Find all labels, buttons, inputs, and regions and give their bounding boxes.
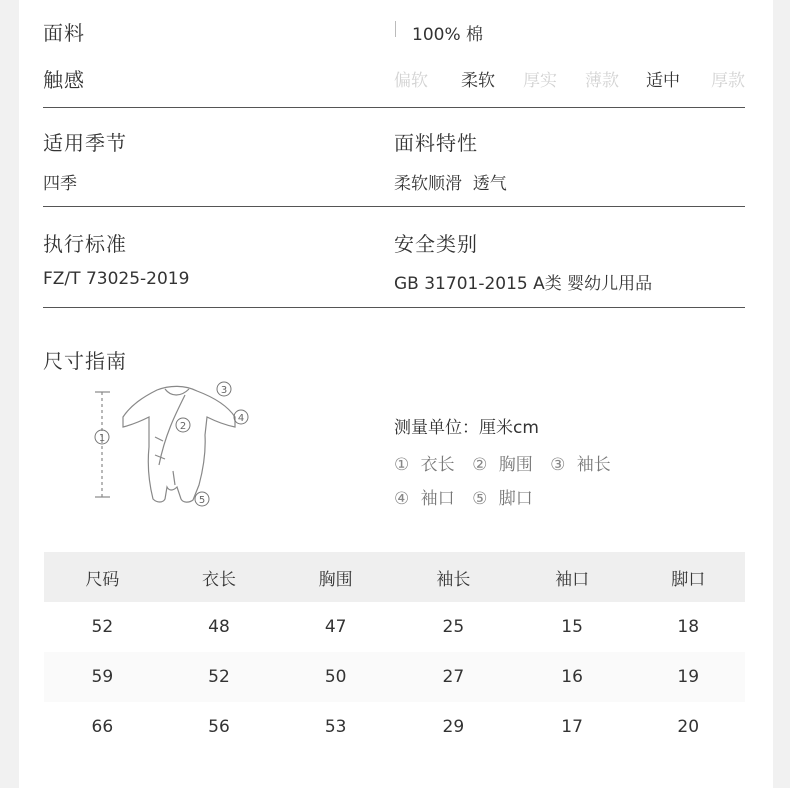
table-cell: 53 (324, 717, 347, 737)
season-value: 四季 (43, 174, 77, 194)
table-cell: 66 (91, 717, 114, 737)
table-cell: 17 (561, 717, 583, 737)
table-cell: 25 (442, 617, 465, 637)
size-guide-title: 尺寸指南 (43, 349, 127, 373)
legend-num: ③ (550, 455, 566, 475)
divider (43, 307, 745, 308)
legend-num: ② (472, 455, 488, 475)
header-size: 尺码 (44, 552, 161, 602)
legend-label: 袖长 (576, 455, 611, 475)
table-cell: 27 (394, 652, 513, 702)
marker-5: 5 (198, 495, 206, 506)
table-cell: 20 (677, 717, 700, 737)
table-row (44, 652, 745, 702)
legend-row-1 (394, 450, 611, 475)
size-table (44, 552, 745, 752)
touch-option: 偏软 (394, 71, 428, 91)
table-cell: 15 (561, 617, 583, 637)
table-header-row (44, 552, 745, 602)
standard-label: 执行标准 (43, 232, 127, 256)
header-leg-opening: 脚口 (632, 552, 746, 602)
material-label: 面料 (43, 21, 85, 45)
marker-4: 4 (237, 413, 245, 424)
legend-num: ⑤ (472, 489, 488, 509)
marker-1: 1 (98, 433, 106, 444)
table-cell: 48 (208, 617, 230, 637)
touch-option: 厚实 (523, 71, 557, 91)
table-cell: 29 (442, 717, 465, 737)
table-cell: 56 (208, 717, 230, 737)
season-label: 适用季节 (43, 131, 127, 155)
table-cell: 52 (91, 617, 114, 637)
touch-option: 薄款 (585, 71, 619, 91)
legend-num: ④ (394, 489, 410, 509)
marker-3: 3 (220, 385, 228, 396)
separator-bar (395, 21, 396, 37)
table-row (44, 602, 745, 652)
touch-option: 适中 (646, 71, 680, 91)
measurement-unit: 测量单位：厘米cm (394, 418, 539, 438)
legend-label: 胸围 (498, 455, 533, 475)
table-cell: 50 (277, 652, 394, 702)
table-cell: 19 (632, 652, 746, 702)
legend-label: 脚口 (498, 489, 533, 509)
divider (43, 206, 745, 207)
table-row (44, 702, 745, 752)
header-sleeve-length: 袖长 (394, 552, 513, 602)
features-value: 柔软顺滑 透气 (394, 174, 507, 194)
touch-option: 厚款 (711, 71, 745, 91)
material-value: 100% 棉 (412, 25, 484, 45)
safety-value: GB 31701-2015 A类 婴幼儿用品 (394, 274, 653, 294)
standard-value: FZ/T 73025-2019 (43, 269, 190, 289)
legend-row-2 (394, 484, 533, 509)
header-chest: 胸围 (277, 552, 394, 602)
table-cell: 47 (324, 617, 347, 637)
divider (43, 107, 745, 108)
touch-label: 触感 (43, 68, 85, 92)
table-cell: 59 (44, 652, 161, 702)
touch-option: 柔软 (461, 71, 495, 91)
features-label: 面料特性 (394, 131, 478, 155)
safety-label: 安全类别 (394, 232, 478, 256)
table-cell: 52 (161, 652, 278, 702)
legend-label: 袖口 (420, 489, 455, 509)
table-cell: 18 (677, 617, 700, 637)
header-length: 衣长 (161, 552, 278, 602)
legend-num: ① (394, 455, 410, 475)
header-cuff: 袖口 (513, 552, 632, 602)
legend-label: 衣长 (420, 455, 455, 475)
table-cell: 16 (513, 652, 632, 702)
romper-diagram (85, 375, 260, 515)
marker-2: 2 (179, 421, 187, 432)
